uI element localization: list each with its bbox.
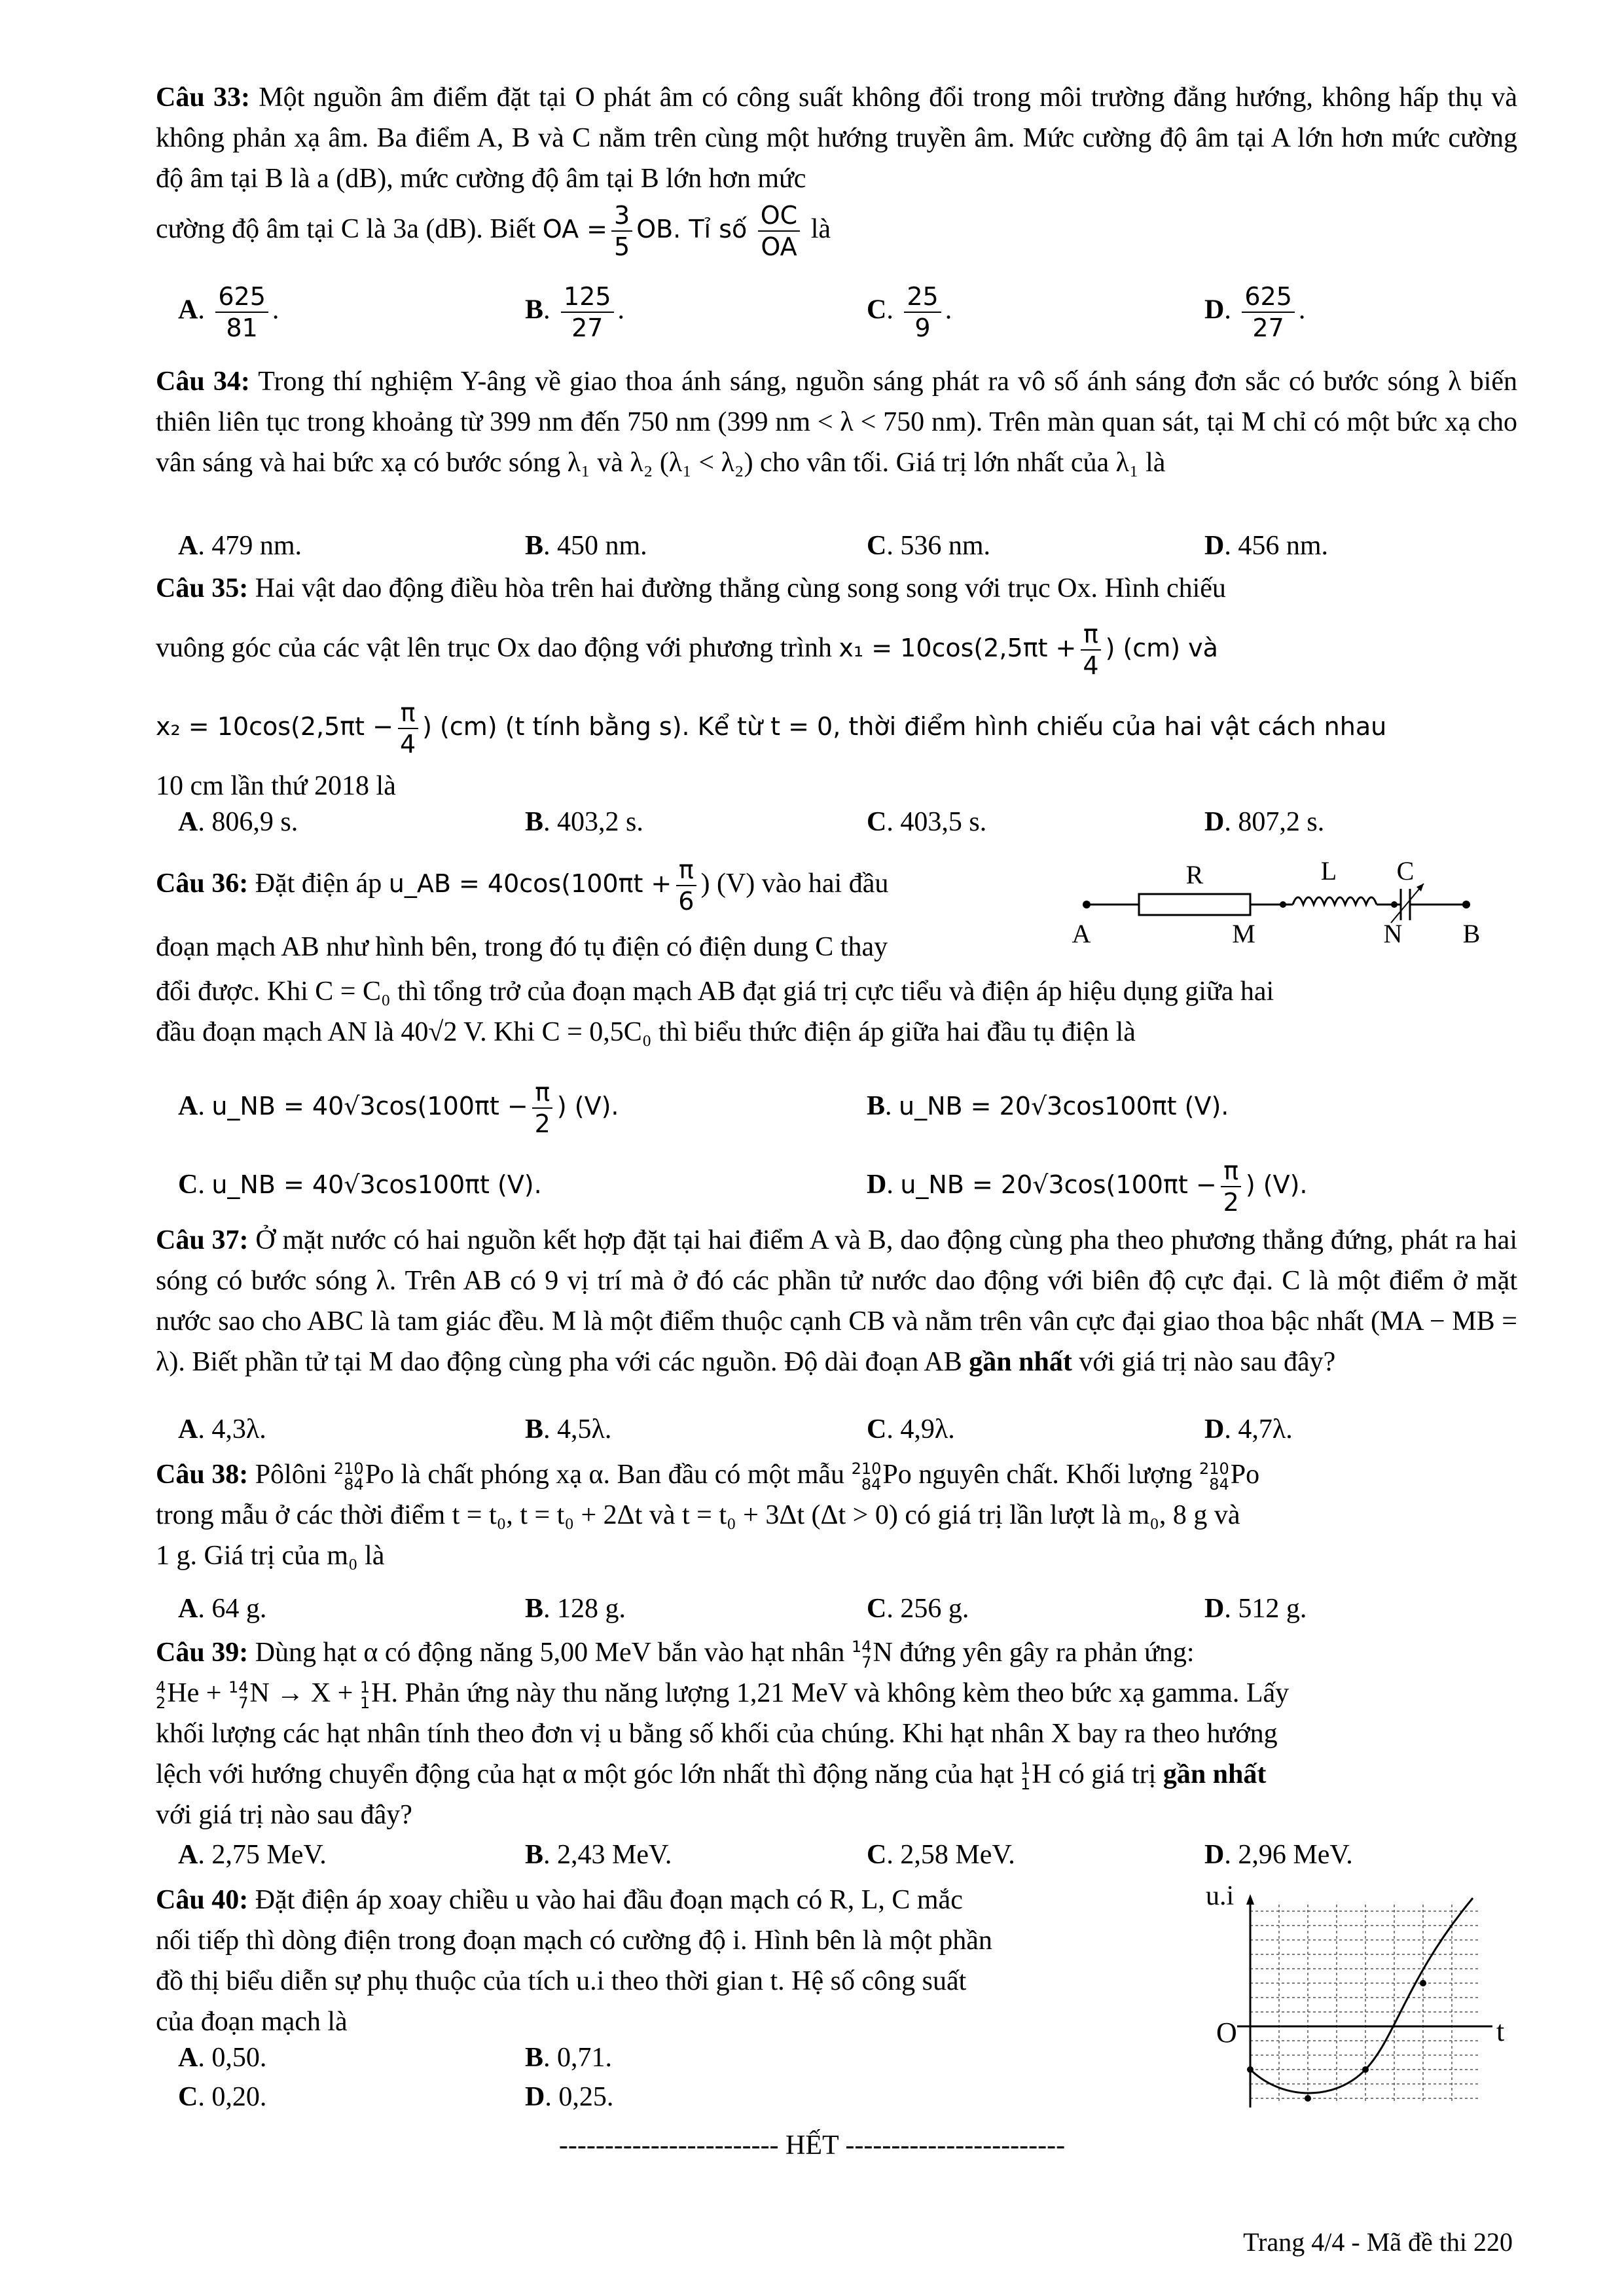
option-a[interactable]: A. 0,50. bbox=[178, 2043, 267, 2073]
inductor-icon bbox=[1293, 897, 1377, 905]
x-label: t bbox=[1496, 2015, 1505, 2047]
option-b[interactable]: B. 450 nm. bbox=[525, 531, 647, 561]
option-c[interactable]: C. 4,9λ. bbox=[867, 1414, 955, 1444]
option-d[interactable]: D. 2,96 MeV. bbox=[1204, 1840, 1353, 1870]
question-33: Câu 33: Một nguồn âm điểm đặt tại O phát âm có công suất không đổi trong môi trường đẳng hướng, không hấp thụ và không phản xạ âm. Ba điểm A, B và C nằm trên cùng một hướng truyền âm. Mức cường độ âm tại A lớn hơn mức cường độ âm tại B là a (dB), mức cường độ âm tại B lớn hơn mức bbox=[156, 82, 1518, 194]
question-36-line2: đoạn mạch AB như hình bên, trong đó tụ điện có điện dung C thay bbox=[156, 932, 888, 962]
q40-options-row1 bbox=[178, 2042, 767, 2083]
ui-vs-t-graph bbox=[1191, 1885, 1519, 2108]
option-a[interactable]: A. 2,75 MeV. bbox=[178, 1840, 327, 1870]
question-35-line2: vuông góc của các vật lên trục Ox dao động với phương trình x₁ = 10cos(2,5πt + $\frac{\pi}{4}$ ) (cm) và bbox=[156, 620, 1218, 681]
option-c[interactable]: C. 2,58 MeV. bbox=[867, 1840, 1015, 1870]
question-39: Câu 39: Dùng hạt α có động năng 5,00 MeV bắn vào hạt nhân 14 7 N đứng yên gây ra phản ứng: 4 2 He + 14 7 N → X + 1 1 H. Phản ứng này thu năng lượng 1,21 MeV và không kèm theo bức xạ gamma. Lấy khối lượng các hạt nhân tính theo đơn vị u bằng số khối của chúng. Khi hạt nhân X bay ra theo hướng lệch với hướng chuyển động của hạt α một góc lớn nhất thì động năng của hạt 1 1 H có giá trị gần nhất với giá trị nào sau đây? bbox=[156, 1638, 1290, 1830]
option-d[interactable]: D. 0,25. bbox=[525, 2082, 614, 2112]
fraction: $\frac{3}{5}$ bbox=[611, 200, 632, 262]
q37-options bbox=[178, 1414, 1513, 1454]
option-d[interactable]: D. 512 g. bbox=[1204, 1594, 1307, 1624]
q35-options bbox=[178, 806, 1513, 847]
ui-curve bbox=[1250, 1898, 1473, 2093]
option-b[interactable]: B. u_NB = 20√3cos100πt (V). bbox=[867, 1091, 1229, 1121]
label-a: A bbox=[1072, 919, 1091, 948]
option-b[interactable]: B. 4,5λ. bbox=[525, 1414, 612, 1444]
option-d[interactable]: D. u_NB = 20√3cos(100πt − $\frac{\pi}{2}$ ) (V). bbox=[867, 1157, 1308, 1217]
q38-options bbox=[178, 1593, 1513, 1634]
option-d[interactable]: D. 807,2 s. bbox=[1204, 807, 1325, 837]
option-b[interactable]: B. 403,2 s. bbox=[525, 807, 643, 837]
label-m: M bbox=[1232, 919, 1255, 948]
q33-options bbox=[178, 281, 1513, 342]
option-b[interactable]: B. $\frac{125}{27}$ . bbox=[525, 282, 625, 342]
option-a[interactable]: A. $\frac{625}{81}$ . bbox=[178, 282, 280, 342]
option-a[interactable]: A. 4,3λ. bbox=[178, 1414, 266, 1444]
circuit-diagram bbox=[1067, 851, 1525, 956]
option-c[interactable]: C. 0,20. bbox=[178, 2082, 267, 2112]
question-36: Câu 36: Đặt điện áp u_AB = 40cos(100πt + $\frac{\pi}{6}$ ) (V) vào hai đầu bbox=[156, 855, 889, 916]
label-n: N bbox=[1383, 919, 1403, 948]
option-c[interactable]: C. 403,5 s. bbox=[867, 807, 987, 837]
option-a[interactable]: A. 806,9 s. bbox=[178, 807, 298, 837]
option-a[interactable]: A. 64 g. bbox=[178, 1594, 267, 1624]
question-35-line3: x₂ = 10cos(2,5πt − $\frac{\pi}{4}$ ) (cm) (t tính bằng s). Kể từ t = 0, thời điểm hình chiếu của hai vật cách nhau bbox=[156, 698, 1387, 759]
q36-options-row1 bbox=[178, 1073, 1513, 1139]
question-33-line4: cường độ âm tại C là 3a (dB). Biết OA = $\frac{3}{5}$ OB. Tỉ số $\frac{OC}{OA}$ là bbox=[156, 201, 831, 262]
question-38: Câu 38: Pôlôni 210 84 Po là chất phóng xạ α. Ban đầu có một mẫu 210 84 Po nguyên chất. Khối lượng 210 84 Po trong mẫu ở các thời điểm t = t₀, t = t₀ + 2Δt và t = t₀ + 3Δt (Δt > 0) có giá trị lần lượt là m₀, 8 g và 1 g. Giá trị của m₀ là bbox=[156, 1460, 1260, 1571]
q39-options bbox=[178, 1839, 1513, 1880]
option-b[interactable]: B. 128 g. bbox=[525, 1594, 626, 1624]
question-34: Câu 34: Trong thí nghiệm Y-âng về giao thoa ánh sáng, nguồn sáng phát ra vô số ánh sáng đơn sắc có bước sóng λ biến thiên liên tục trong khoảng từ 399 nm đến 750 nm (399 nm < λ < 750 nm). Trên màn quan sát, tại M chỉ có một bức xạ cho vân sáng và hai bức xạ có bước sóng λ₁ và λ₂ (λ₁ < λ₂) cho vân tối. Giá trị lớn nhất của λ₁ là bbox=[156, 367, 1517, 478]
question-40: Câu 40: Đặt điện áp xoay chiều u vào hai đầu đoạn mạch có R, L, C mắc nối tiếp thì dòng điện trong đoạn mạch có cường độ i. Hình bên là một phần đồ thị biểu diễn sự phụ thuộc của tích u.i theo thời gian t. Hệ số công suất của đoạn mạch là bbox=[156, 1885, 992, 2037]
option-c[interactable]: C. 536 nm. bbox=[867, 531, 991, 561]
end-marker: ------------------------ HẾT ------------------------ bbox=[558, 2130, 1066, 2161]
question-35: Câu 35: Hai vật dao động điều hòa trên hai đường thẳng cùng song song với trục Ox. Hình chiếu bbox=[156, 573, 1226, 603]
question-36-line3: đổi được. Khi C = C₀ thì tổng trở của đoạn mạch AB đạt giá trị cực tiểu và điện áp hiệu dụng giữa hai đầu đoạn mạch AN là 40√2 V. Khi C = 0,5C₀ thì biểu thức điện áp giữa hai đầu tụ điện là bbox=[156, 977, 1274, 1047]
terminal-a bbox=[1083, 901, 1091, 908]
option-a[interactable]: A. u_NB = 40√3cos(100πt − $\frac{\pi}{2}$ ) (V). bbox=[178, 1078, 619, 1139]
node-n bbox=[1391, 901, 1398, 908]
option-d[interactable]: D. 4,7λ. bbox=[1204, 1414, 1293, 1444]
option-c[interactable]: C. 256 g. bbox=[867, 1594, 969, 1624]
option-a[interactable]: A. 479 nm. bbox=[178, 531, 302, 561]
q40-options-row2 bbox=[178, 2081, 767, 2122]
page-number: Trang 4/4 - Mã đề thi 220 bbox=[1243, 2227, 1513, 2257]
option-c[interactable]: C. $\frac{25}{9}$ . bbox=[867, 282, 952, 342]
label-r: R bbox=[1185, 860, 1204, 889]
label-b: B bbox=[1462, 919, 1481, 948]
origin-label: O bbox=[1216, 2017, 1237, 2049]
y-label: u.i bbox=[1206, 1885, 1235, 1911]
option-d[interactable]: D. $\frac{625}{27}$ . bbox=[1204, 282, 1306, 342]
question-35-line4: 10 cm lần thứ 2018 là bbox=[156, 771, 396, 801]
resistor-icon bbox=[1139, 894, 1250, 915]
label-l: L bbox=[1320, 856, 1337, 886]
ratio-fraction: $\frac{OC}{OA}$ bbox=[758, 200, 800, 262]
q34-options bbox=[178, 530, 1513, 571]
nuclide-notation: 210 84 bbox=[333, 1460, 364, 1494]
label-c: C bbox=[1396, 856, 1415, 886]
option-c[interactable]: C. u_NB = 40√3cos100πt (V). bbox=[178, 1170, 542, 1200]
q36-options-row2 bbox=[178, 1152, 1513, 1217]
option-b[interactable]: B. 2,43 MeV. bbox=[525, 1840, 672, 1870]
terminal-b bbox=[1462, 901, 1470, 908]
question-37: Câu 37: Ở mặt nước có hai nguồn kết hợp đặt tại hai điểm A và B, dao động cùng pha theo phương thẳng đứng, phát ra hai sóng có bước sóng λ. Trên AB có 9 vị trí mà ở đó các phần tử nước dao động với biên độ cực đại. C là một điểm ở mặt nước sao cho ABC là tam giác đều. M là một điểm thuộc cạnh CB và nằm trên vân cực đại giao thoa bậc nhất (MA − MB = λ). Biết phần tử tại M dao động cùng pha với các nguồn. Độ dài đoạn AB gần nhất với giá trị nào sau đây? bbox=[156, 1225, 1517, 1377]
option-d[interactable]: D. 456 nm. bbox=[1204, 531, 1329, 561]
node-m bbox=[1280, 901, 1286, 908]
option-b[interactable]: B. 0,71. bbox=[525, 2043, 613, 2073]
